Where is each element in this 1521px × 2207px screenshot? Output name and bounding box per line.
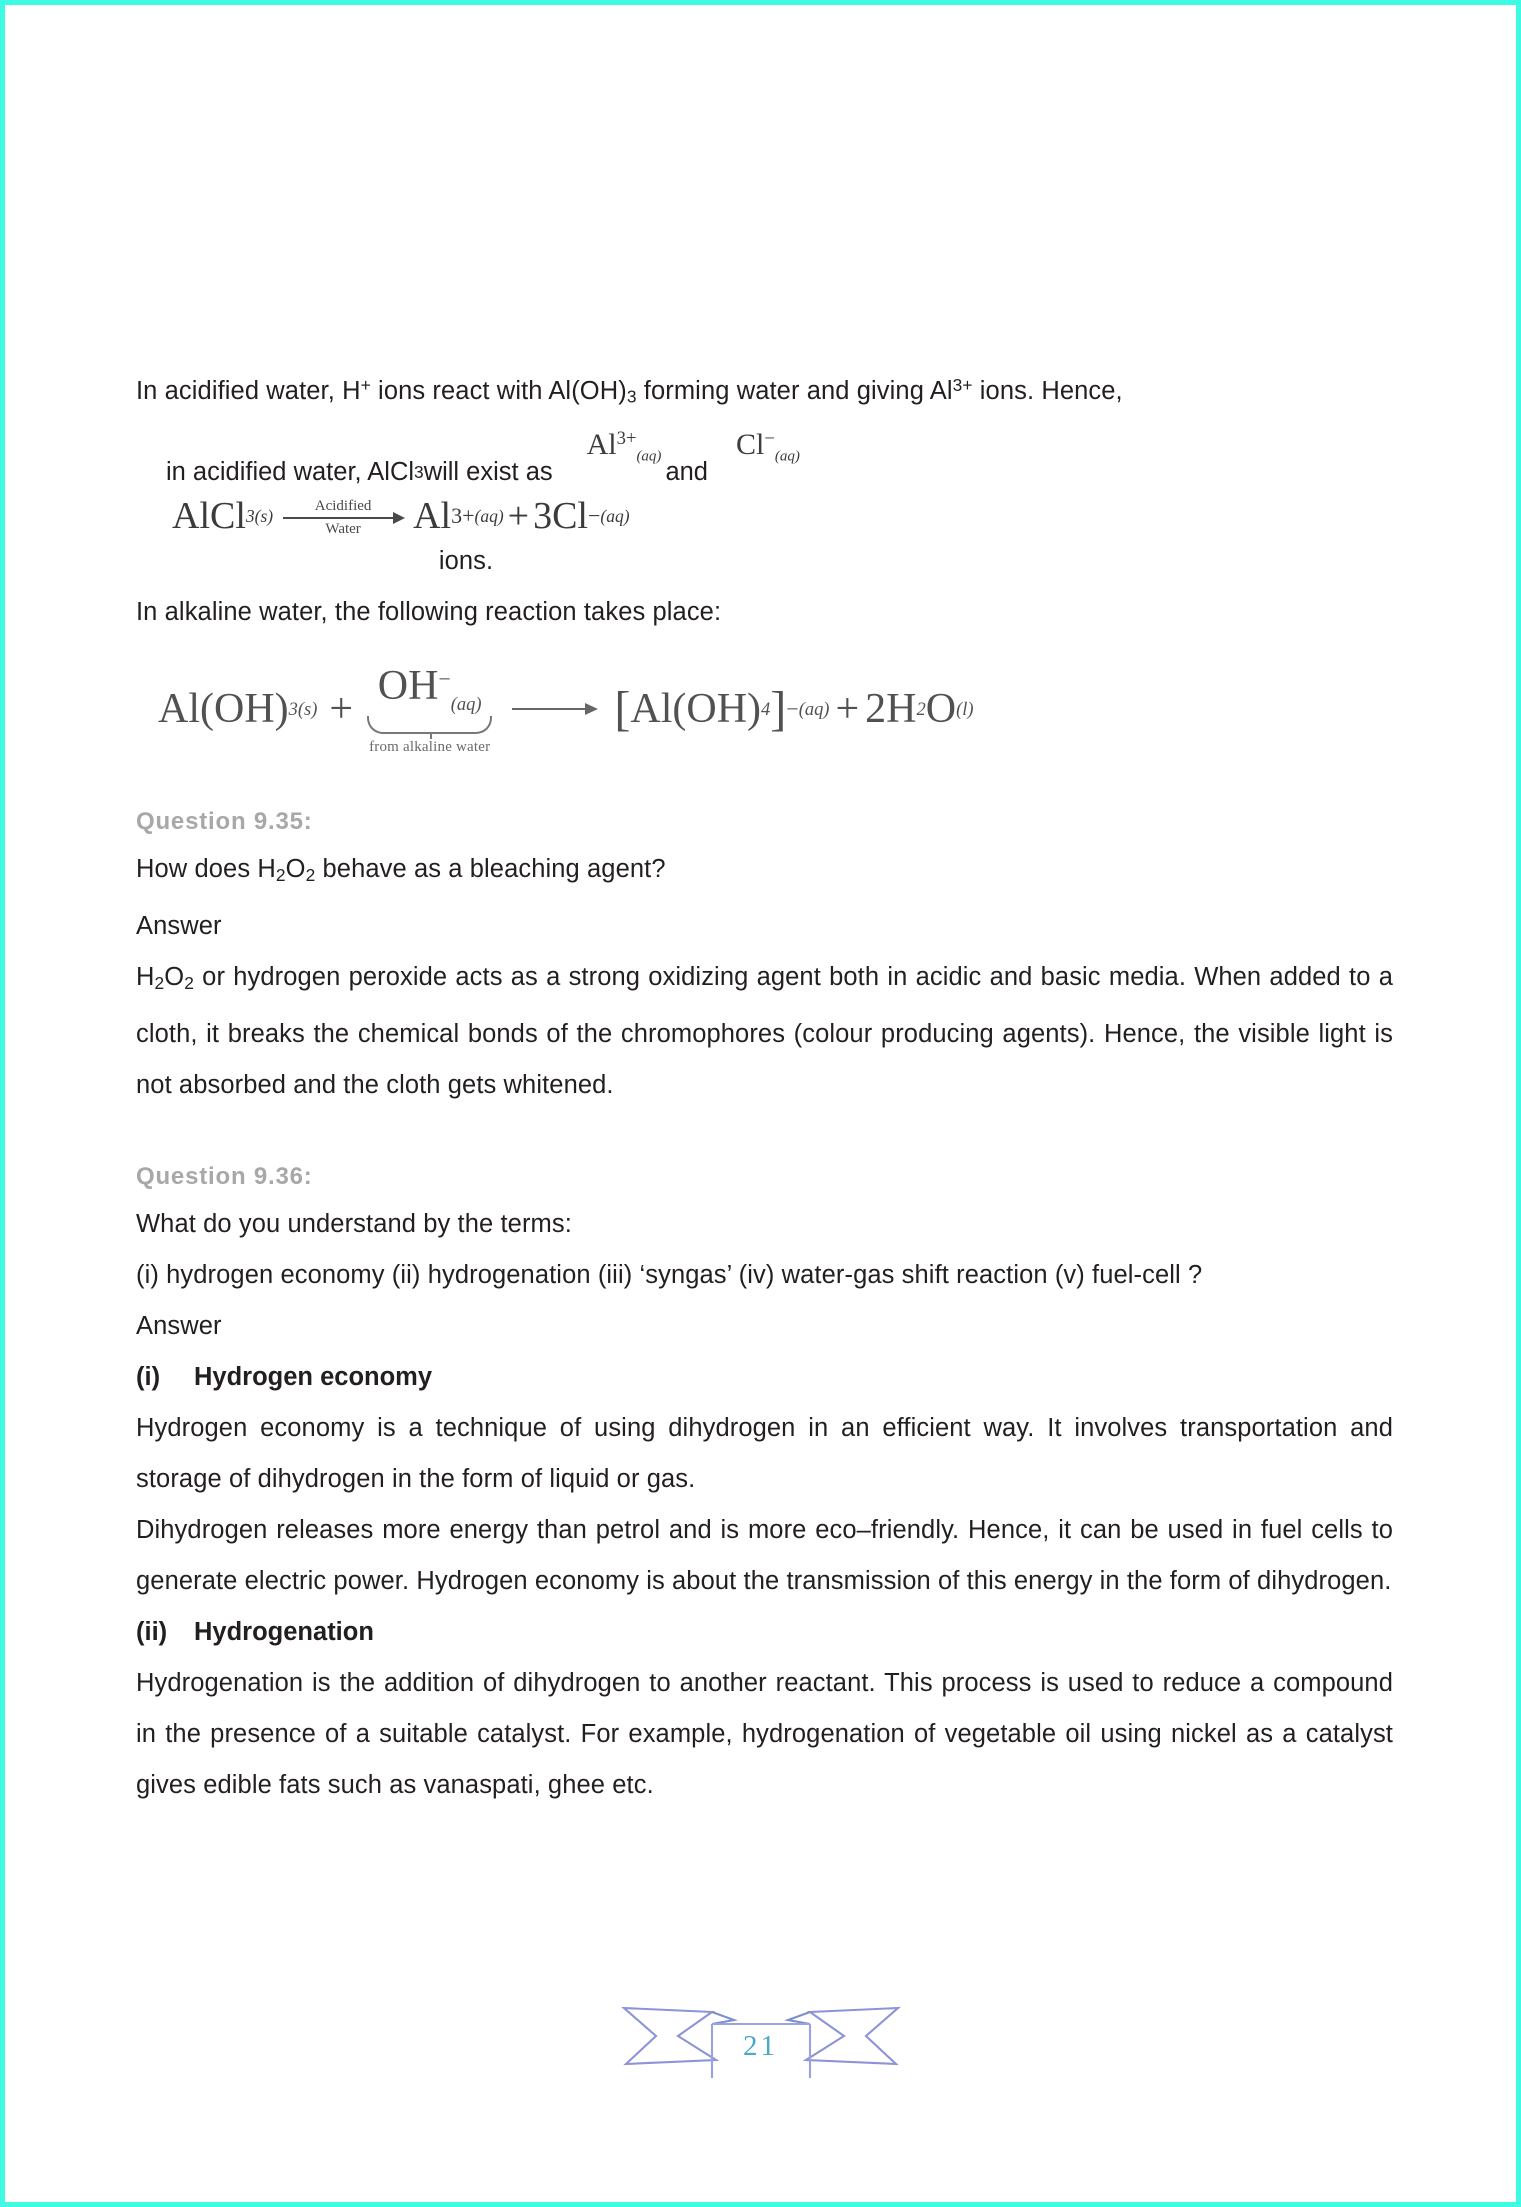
answer-label-9-35: Answer <box>136 912 222 941</box>
eq1-product1-charge: 3+ <box>451 503 475 529</box>
alkaline-water-text: In alkaline water, the following reaction takes place: <box>136 598 722 627</box>
sub-ii-title: Hydrogenation <box>194 1617 374 1646</box>
eq1-product1: Al <box>413 495 452 538</box>
eq2-p2-h-subscript: 2 <box>916 698 926 719</box>
eq2-p2-coefficient: 2 <box>865 686 887 733</box>
al-charge: 3+ <box>616 427 637 449</box>
intro-line-1-part-d: ions. Hence, <box>972 376 1123 405</box>
eq2-r2-symbol: OH <box>377 663 439 710</box>
question-heading-9-35: Question 9.35: <box>136 808 313 836</box>
spacer <box>136 756 1393 800</box>
eq1-arrow-bottom-label: Water <box>325 521 361 538</box>
intro-line-1-part-c: forming water and giving Al <box>636 376 953 405</box>
question-text-9-36-line2: (i) hydrogen economy (ii) hydrogenation (iii) ‘syngas’ (iv) water-gas shift reaction (v) fuel-cell ? <box>136 1260 1203 1289</box>
cl-state: (aq) <box>774 448 800 465</box>
and-conjunction: and <box>665 458 708 487</box>
q35-answer-part-a: H <box>136 963 155 992</box>
q35-h2-subscript: 2 <box>275 865 286 886</box>
reaction-arrow-icon <box>283 498 403 538</box>
cl-charge: − <box>764 427 775 449</box>
ions-word-line <box>136 536 796 587</box>
eq2-source-note: from alkaline water <box>369 739 491 756</box>
q35-o2-subscript: 2 <box>305 865 316 886</box>
eq2-r1-symbol: Al <box>158 686 200 733</box>
intro-line-1-part-a: In acidified water, H <box>136 376 361 405</box>
subheading-hydrogenation <box>136 1607 1393 1658</box>
alcl3-subscript: 3 <box>414 462 424 483</box>
equation-alcl3-dissociation <box>172 494 1393 538</box>
eq2-bracket-close: ] <box>770 682 787 736</box>
eq2-p2-hydrogen: H <box>886 686 917 733</box>
underbrace-icon <box>367 716 492 734</box>
subheading-hydrogen-economy <box>136 1352 1393 1403</box>
eq1-reactant: AlCl <box>172 495 246 538</box>
al-state: (aq) <box>636 448 662 465</box>
eq2-reaction-arrow-icon <box>512 708 596 710</box>
page-footer <box>5 1990 1516 2082</box>
intro-line-2 <box>166 429 1393 499</box>
eq1-arrow-top-label: Acidified <box>314 498 372 515</box>
q35-answer-h2-subscript: 2 <box>154 972 165 993</box>
eq2-hydroxide-group <box>369 662 490 756</box>
eq2-bracket-open: [ <box>614 682 631 736</box>
sub-i-numeral: (i) <box>136 1362 161 1391</box>
question-heading-9-36: Question 9.36: <box>136 1162 313 1190</box>
eq2-p1-charge: − <box>786 696 799 721</box>
eq2-p2-oxygen: O <box>925 686 957 733</box>
spacer <box>136 1111 1393 1155</box>
arrow-shaft <box>283 517 403 519</box>
q35-answer-o2-subscript: 2 <box>184 972 194 993</box>
al-symbol: Al <box>586 427 617 461</box>
page-inner <box>5 5 1516 2202</box>
document-content <box>136 360 1393 1811</box>
eq2-p1-state: (aq) <box>798 698 830 719</box>
q35-question-part-b: O <box>285 855 306 884</box>
hydrogenation-para-1: Hydrogenation is the addition of dihydrogen to another reactant. This process is used to reduce a compound in the presence of a suitable catalyst. For example, hydrogenation of vegetable oil using nickel as a catalyst gives edible fats such as vanaspati, ghee etc. <box>136 1668 1393 1799</box>
alkaline-water-line <box>136 587 1393 638</box>
intro-line-2-part-b: will exist as <box>423 458 553 487</box>
eq1-product1-state: (aq) <box>474 505 504 526</box>
answer-label-9-36: Answer <box>136 1311 222 1340</box>
arrow-shaft <box>512 708 596 710</box>
cl-symbol: Cl <box>735 427 765 461</box>
eq2-oh-main <box>378 662 482 715</box>
eq1-product2-state: (aq) <box>600 505 630 526</box>
eq1-plus: + <box>507 495 530 538</box>
eq2-r1-hydroxide: (OH) <box>200 686 289 733</box>
q35-answer-part-c: or hydrogen peroxide acts as a strong oxidizing agent both in acidic and basic media. When added to a cloth, it breaks the chemical bonds of the chromophores (colour producing agents). Hence, the visible light is not absorbed and the cloth gets whitened. <box>136 963 1393 1099</box>
equation-aloh3-alkaline <box>158 662 1393 756</box>
eq2-p1-symbol: Al <box>630 686 673 733</box>
eq2-p1-subscript: 4 <box>761 698 771 719</box>
h-plus-superscript: + <box>360 375 371 395</box>
q35-question-part-a: How does H <box>136 855 276 884</box>
eq2-plus-1: + <box>329 686 354 733</box>
intro-line-1-part-b: ions react with Al(OH) <box>370 376 627 405</box>
intro-line-2-part-a: in acidified water, AlCl <box>166 458 415 487</box>
eq1-product2-charge: − <box>587 503 601 529</box>
sub-ii-numeral: (ii) <box>136 1617 168 1646</box>
ribbon-banner-icon <box>616 1990 906 2082</box>
answer-text-9-35 <box>136 952 1393 1111</box>
chloride-ion-formula <box>736 413 800 483</box>
aluminium-ion-formula <box>587 413 662 483</box>
eq1-product2-coefficient: 3 <box>533 495 553 538</box>
question-text-9-36-line1: What do you understand by the terms: <box>136 1209 572 1238</box>
eq2-r2-charge: − <box>438 667 451 692</box>
eq2-r2-state: (aq) <box>450 694 482 715</box>
aloh3-subscript: 3 <box>626 386 637 407</box>
question-text-9-35 <box>136 844 1393 901</box>
eq2-plus-2: + <box>835 686 860 733</box>
al3plus-superscript: 3+ <box>952 375 973 395</box>
eq2-p1-hydroxide: (OH) <box>672 686 762 733</box>
q35-question-part-c: behave as a bleaching agent? <box>315 855 666 884</box>
hydrogen-economy-para-1: Hydrogen economy is a technique of using dihydrogen in an efficient way. It involves transportation and storage of dihydrogen in the form of liquid or gas. <box>136 1413 1393 1493</box>
sub-i-title: Hydrogen economy <box>194 1362 433 1391</box>
ions-word: ions. <box>438 547 494 576</box>
page-number: 21 <box>743 2030 778 2062</box>
q35-answer-part-b: O <box>164 963 185 992</box>
eq2-p2-state: (l) <box>956 698 974 719</box>
eq1-reactant-state: 3(s) <box>245 505 274 526</box>
eq2-r1-state: 3(s) <box>288 698 318 719</box>
eq1-product2: Cl <box>552 495 588 538</box>
hydrogen-economy-para-2: Dihydrogen releases more energy than petrol and is more eco–friendly. Hence, it can be used in fuel cells to generate electric power. Hydrogen economy is about the transmission of this energy in the form of dihydrogen. <box>136 1515 1393 1595</box>
